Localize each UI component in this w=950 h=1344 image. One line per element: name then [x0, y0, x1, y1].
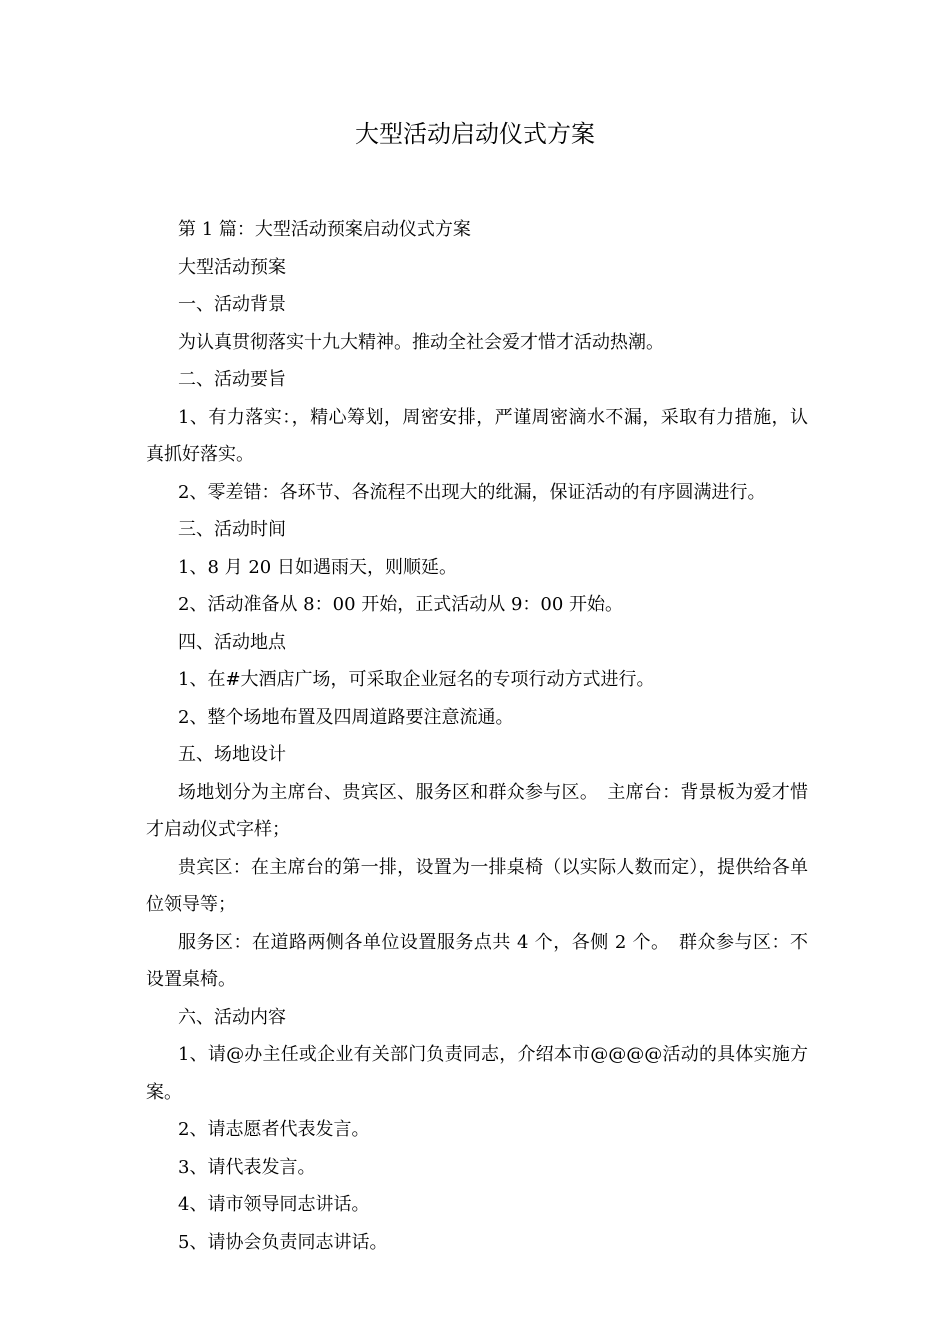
paragraph-service-area: 服务区：在道路两侧各单位设置服务点共 4 个，各侧 2 个。 群众参与区：不设置桌椅。	[146, 931, 808, 990]
paragraph-venue-zones: 场地划分为主席台、贵宾区、服务区和群众参与区。 主席台：背景板为爱才惜才启动仪式字样；	[146, 781, 808, 840]
paragraph-content-3: 3、请代表发言。	[178, 1156, 316, 1178]
paragraph-chapter-heading: 第 1 篇：大型活动预案启动仪式方案	[178, 219, 471, 240]
paragraph-time-2: 2、活动准备从 8：00 开始，正式活动从 9：00 开始。	[178, 594, 624, 615]
paragraph-location-2: 2、整个场地布置及四周道路要注意流通。	[178, 706, 514, 728]
section-heading-content: 六、活动内容	[178, 1006, 286, 1028]
section-heading-venue-design: 五、场地设计	[178, 744, 286, 765]
paragraph-location-1: 1、在#大酒店广场，可采取企业冠名的专项行动方式进行。	[178, 669, 655, 690]
paragraph-content-1: 1、请@办主任或企业有关部门负责同志，介绍本市@@@@活动的具体实施方案。	[146, 1044, 808, 1103]
paragraph-content-5: 5、请协会负责同志讲话。	[178, 1231, 388, 1253]
paragraph-background: 为认真贯彻落实十九大精神。推动全社会爱才惜才活动热潮。	[178, 331, 664, 353]
section-heading-purpose: 二、活动要旨	[178, 369, 286, 390]
paragraph-content-2: 2、请志愿者代表发言。	[178, 1119, 370, 1140]
section-heading-location: 四、活动地点	[178, 631, 286, 653]
section-heading-time: 三、活动时间	[178, 519, 286, 540]
paragraph-plan-title: 大型活动预案	[178, 256, 286, 278]
paragraph-time-1: 1、8 月 20 日如遇雨天，则顺延。	[178, 556, 457, 578]
paragraph-purpose-2: 2、零差错：各环节、各流程不出现大的纰漏，保证活动的有序圆满进行。	[178, 481, 766, 503]
paragraph-content-4: 4、请市领导同志讲话。	[178, 1194, 370, 1215]
document-title: 大型活动启动仪式方案	[355, 120, 595, 148]
section-heading-background: 一、活动背景	[178, 294, 286, 315]
document-body	[146, 211, 808, 1261]
paragraph-purpose-1: 1、有力落实：，精心筹划，周密安排，严谨周密滴水不漏，采取有力措施，认真抓好落实。	[146, 406, 808, 465]
paragraph-vip-area: 贵宾区：在主席台的第一排，设置为一排桌椅（以实际人数而定），提供给各单位领导等；	[146, 856, 808, 915]
